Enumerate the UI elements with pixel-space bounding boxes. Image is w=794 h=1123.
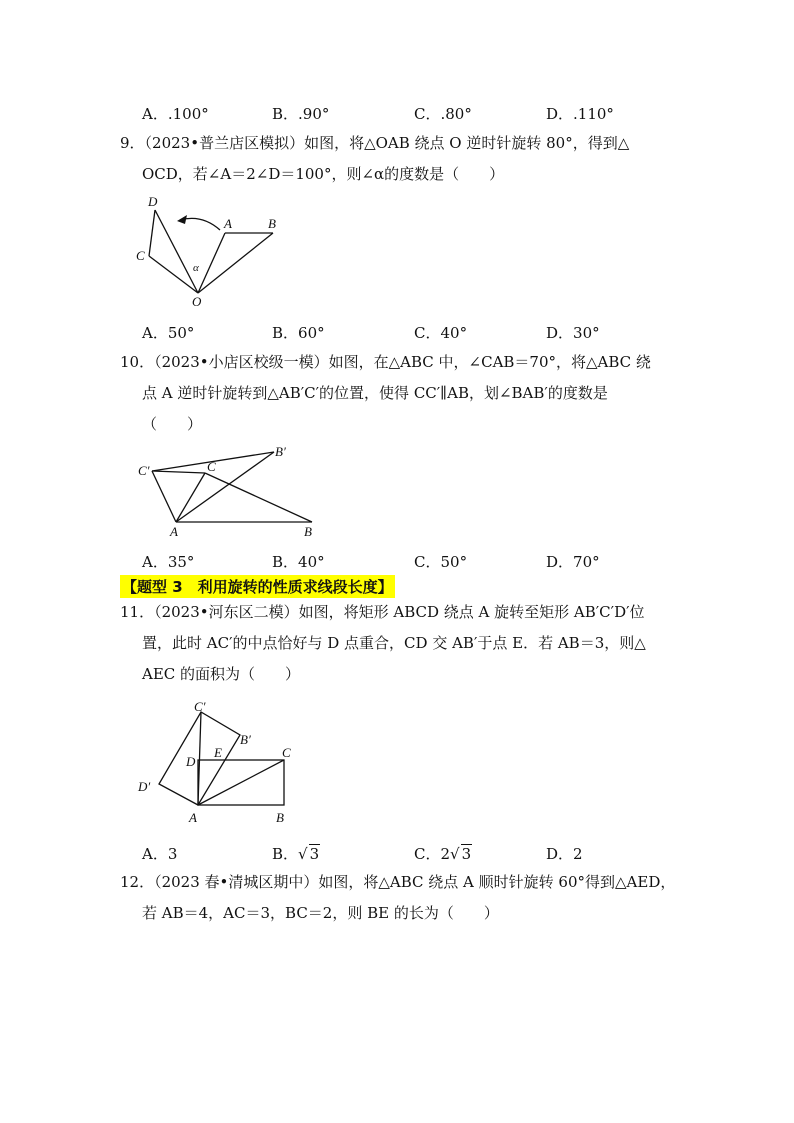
sqrt-symbol: √ 3 — [450, 845, 472, 863]
q10-figure — [130, 440, 330, 545]
q9-line-2: OCD，若∠A＝2∠D＝100°，则∠α的度数是（ ） — [142, 165, 505, 183]
q11-stem — [120, 597, 680, 690]
q10-line-cp-c — [152, 471, 205, 473]
q10-line-2: 点 A 逆时针旋转到△AB′C′的位置，使得 CC′∥AB，划∠BAB′的度数是 — [142, 384, 608, 402]
q12-stem — [120, 867, 680, 929]
q10-label-c: C — [207, 459, 216, 474]
q11-line-2: 置，此时 AC′的中点恰好与 D 点重合，CD 交 AB′于点 E．若 AB＝3，则△ — [142, 634, 646, 652]
q10-line-cp-a — [152, 471, 176, 522]
q10-label-bp: B′ — [275, 444, 286, 459]
q9-option-a: A．50° — [142, 324, 195, 342]
q9-line-dc — [149, 210, 155, 256]
q11-line-a-cp — [198, 712, 201, 805]
q9-label-d: D — [148, 194, 158, 209]
q10-line-a-bp — [176, 452, 274, 522]
q9-label-c: C — [136, 248, 145, 263]
q10-label-a: A — [170, 524, 178, 539]
q11-option-c: C．2√ 3 — [414, 845, 472, 863]
q9-line-bo — [198, 233, 273, 293]
q9-line-oa — [198, 233, 225, 293]
q10-label-b: B — [304, 524, 312, 539]
q12-line-2: 若 AB＝4，AC＝3，BC＝2，则 BE 的长为（ ） — [142, 904, 499, 922]
q8-option-a: A．.100° — [142, 105, 209, 123]
q11-label-bp: B′ — [240, 732, 251, 747]
q10-option-c: C．50° — [414, 553, 468, 571]
q9-rotation-arrow — [180, 218, 220, 230]
q9-label-b: B — [268, 216, 276, 231]
q9-line-co — [149, 256, 198, 293]
q10-line-3: （ ） — [142, 415, 203, 433]
q11-option-b: B．√ 3 — [272, 845, 320, 863]
q8-option-d: D．.110° — [546, 105, 614, 123]
q10-option-d: D．70° — [546, 553, 600, 571]
q11-label-e: E — [214, 745, 222, 760]
q11-line-1: 11．（2023•河东区二模）如图，将矩形 ABCD 绕点 A 旋转至矩形 AB′C′D′位 — [120, 603, 645, 621]
q9-option-d: D．30° — [546, 324, 600, 342]
q11-line-3: AEC 的面积为（ ） — [142, 665, 301, 683]
q10-option-a: A．35° — [142, 553, 195, 571]
q8-option-b: B．.90° — [272, 105, 330, 123]
sqrt-symbol: √ 3 — [298, 845, 320, 863]
q9-stem — [120, 128, 680, 190]
q9-option-b: B．60° — [272, 324, 325, 342]
q12-line-1: 12．（2023 春•清城区期中）如图，将△ABC 绕点 A 顺时针旋转 60°得到△AED， — [120, 873, 676, 891]
q11-label-c: C — [282, 745, 291, 760]
q10-line-1: 10．（2023•小店区校级一模）如图，在△ABC 中，∠CAB＝70°，将△ABC 绕 — [120, 353, 651, 371]
q9-figure — [130, 190, 290, 310]
q11-option-a: A．3 — [142, 845, 178, 863]
q9-line-od — [155, 210, 198, 293]
q11-label-d: D — [186, 754, 196, 769]
q10-line-c-b — [205, 473, 312, 522]
q9-arrow-head — [177, 215, 187, 224]
q11-label-b: B — [276, 810, 284, 825]
q10-option-b: B．40° — [272, 553, 325, 571]
q10-stem — [120, 347, 680, 440]
q9-label-o: O — [192, 294, 202, 309]
q9-label-a: A — [224, 216, 232, 231]
q11-label-cp: C′ — [194, 699, 206, 714]
q10-line-c-a — [176, 473, 205, 522]
q8-option-c: C．.80° — [414, 105, 472, 123]
q11-option-d: D．2 — [546, 845, 583, 863]
q9-line-1: 9．（2023•普兰店区模拟）如图，将△OAB 绕点 O 逆时针旋转 80°，得到△ — [120, 134, 630, 152]
q10-label-cp: C′ — [138, 463, 150, 478]
q11-figure — [130, 695, 310, 830]
section-heading: 【题型 3 利用旋转的性质求线段长度】 — [120, 575, 395, 598]
q9-label-alpha: α — [193, 262, 199, 274]
q11-label-dp: D′ — [138, 779, 151, 794]
q11-label-a: A — [189, 810, 197, 825]
q9-option-c: C．40° — [414, 324, 468, 342]
